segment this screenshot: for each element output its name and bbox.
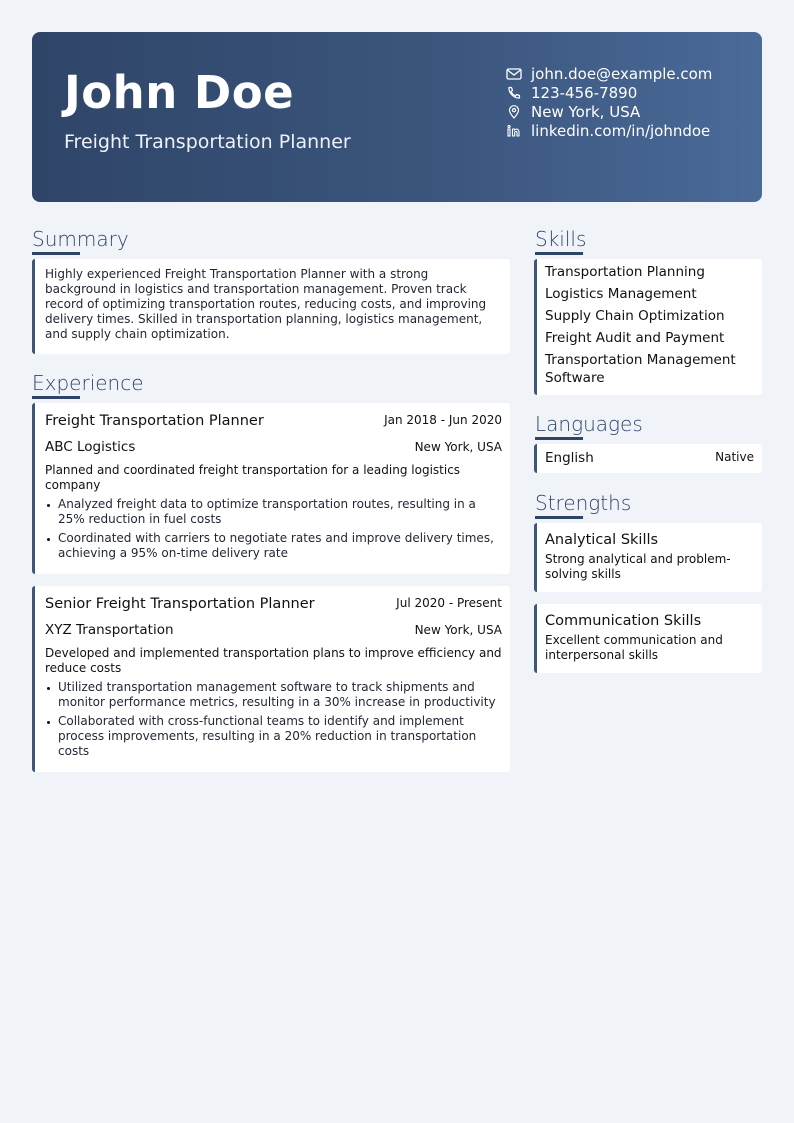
language-card <box>534 444 762 473</box>
job-company: ABC Logistics <box>45 439 136 455</box>
linkedin-icon <box>506 124 522 138</box>
skills-card <box>534 259 762 395</box>
summary-text: Highly experienced Freight Transportation Planner with a strong background in logistics and transportation management. Proven track record of optimizing transportation routes, reducing costs, and improving delivery times. Skilled in transportation planning, logistics management, and supply chain optimization. <box>45 267 487 341</box>
contact-phone[interactable] <box>506 83 712 102</box>
strengths-heading: Strengths <box>535 491 632 515</box>
skill-item: Supply Chain Optimization <box>545 308 725 324</box>
phone-text: 123-456-7890 <box>531 83 638 102</box>
strength-card <box>534 604 762 673</box>
job-bullet: Collaborated with cross-functional teams to identify and implement process improvements, resulting in a 20% reduction in transportation costs <box>58 714 502 759</box>
contact-location <box>506 102 712 121</box>
job-title: Senior Freight Transportation Planner <box>45 596 315 612</box>
envelope-icon <box>506 67 522 81</box>
job-location: New York, USA <box>414 440 502 454</box>
candidate-name: John Doe <box>64 66 295 119</box>
contact-linkedin[interactable] <box>506 121 712 140</box>
strength-card <box>534 523 762 592</box>
job-bullets <box>45 680 502 759</box>
skills-heading: Skills <box>535 227 587 251</box>
job-bullet: Analyzed freight data to optimize transportation routes, resulting in a 25% reduction in fuel costs <box>58 497 502 527</box>
skill-item: Transportation Planning <box>545 264 705 280</box>
summary-card <box>32 259 510 354</box>
job-bullet: Coordinated with carriers to negotiate rates and improve delivery times, achieving a 95% on-time delivery rate <box>58 531 502 561</box>
experience-heading: Experience <box>32 371 144 395</box>
job-description: Developed and implemented transportation plans to improve efficiency and reduce costs <box>45 646 502 675</box>
skill-item: Logistics Management <box>545 286 697 302</box>
strengths-heading-underline <box>535 516 583 519</box>
contact-email[interactable] <box>506 64 712 83</box>
language-level: Native <box>715 450 754 464</box>
job-location: New York, USA <box>414 623 502 637</box>
language-name: English <box>545 450 594 466</box>
strength-description: Strong analytical and problem-solving skills <box>545 552 731 581</box>
job-description: Planned and coordinated freight transportation for a leading logistics company <box>45 463 461 492</box>
job-company: XYZ Transportation <box>45 622 174 638</box>
email-text: john.doe@example.com <box>531 64 713 83</box>
summary-heading-underline <box>32 252 80 255</box>
skill-item: Transportation Management Software <box>545 352 736 386</box>
strength-description: Excellent communication and interpersonal skills <box>545 633 723 662</box>
job-bullet: Utilized transportation management software to track shipments and monitor performance metrics, resulting in a 30% increase in productivity <box>58 680 502 710</box>
job-title: Freight Transportation Planner <box>45 413 264 429</box>
location-text: New York, USA <box>531 102 641 121</box>
summary-heading: Summary <box>32 227 129 251</box>
strength-name: Communication Skills <box>545 613 702 629</box>
linkedin-text: linkedin.com/in/johndoe <box>531 121 711 140</box>
job-dates: Jul 2020 - Present <box>396 596 502 610</box>
contact-list <box>506 64 712 140</box>
strength-name: Analytical Skills <box>545 532 659 548</box>
job-card <box>32 403 510 574</box>
resume-header <box>32 32 762 202</box>
job-bullets <box>45 497 502 561</box>
languages-heading-underline <box>535 437 583 440</box>
job-card <box>32 586 510 772</box>
candidate-title: Freight Transportation Planner <box>64 131 351 153</box>
skills-heading-underline <box>535 252 583 255</box>
skill-item: Freight Audit and Payment <box>545 330 725 346</box>
job-dates: Jan 2018 - Jun 2020 <box>384 413 502 427</box>
experience-heading-underline <box>32 396 80 399</box>
languages-heading: Languages <box>535 412 643 436</box>
phone-icon <box>506 86 522 100</box>
location-pin-icon <box>506 105 522 119</box>
